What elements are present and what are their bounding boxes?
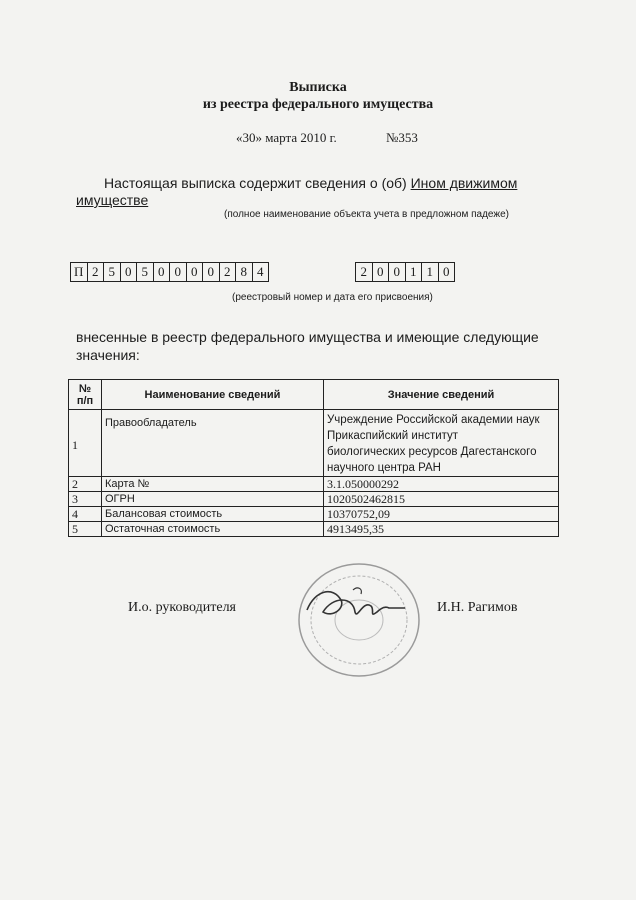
signer-position: И.о. руководителя bbox=[128, 600, 237, 615]
row-number: 1 bbox=[69, 410, 102, 477]
registry-number-cell: 2 bbox=[87, 262, 105, 282]
row-name: Правообладатель bbox=[102, 410, 324, 477]
row-name: Карта № bbox=[102, 477, 324, 492]
entered-line1: внесенные в реестр федерального имущества и имеющие следующие bbox=[76, 329, 539, 345]
row-value-line: Учреждение Российской академии наук bbox=[327, 414, 540, 426]
row-value-line: 3.1.050000292 bbox=[327, 477, 399, 491]
registry-table bbox=[68, 379, 559, 537]
registry-number-cell: 0 bbox=[120, 262, 138, 282]
signer-name: И.Н. Рагимов bbox=[437, 600, 518, 615]
document-title: Выписка bbox=[289, 80, 347, 95]
row-value bbox=[324, 507, 559, 522]
registry-number-cell: 2 bbox=[219, 262, 237, 282]
row-name: Балансовая стоимость bbox=[102, 507, 324, 522]
registry-date-cell: 0 bbox=[388, 262, 406, 282]
document-subtitle: из реестра федерального имущества bbox=[202, 97, 434, 112]
row-number: 2 bbox=[69, 477, 102, 492]
registry-number-cell: 8 bbox=[235, 262, 253, 282]
row-value-line: 4913495,35 bbox=[327, 522, 384, 536]
row-value-line: 10370752,09 bbox=[327, 507, 390, 521]
row-value bbox=[324, 492, 559, 507]
registry-number-cell: 4 bbox=[252, 262, 270, 282]
header-num-line2: п/п bbox=[76, 394, 94, 407]
object-name-line1: Ином движимом bbox=[410, 175, 518, 191]
document-date: «30» марта 2010 г. bbox=[236, 130, 337, 145]
row-value-line: биологических ресурсов Дагестанского bbox=[327, 446, 537, 458]
registry-number-cell: 0 bbox=[186, 262, 204, 282]
registry-date-cell: 0 bbox=[372, 262, 390, 282]
table-header-row bbox=[69, 380, 559, 410]
row-value bbox=[324, 477, 559, 492]
table-row bbox=[69, 410, 559, 477]
registry-number-cell: 0 bbox=[202, 262, 220, 282]
registry-number-cells bbox=[70, 262, 269, 282]
intro-text-line1: Настоящая выписка содержит сведения о (об) bbox=[104, 175, 407, 191]
registry-number-cell: 0 bbox=[169, 262, 187, 282]
header-num-line1: № bbox=[78, 382, 92, 395]
header-num bbox=[69, 380, 102, 410]
document-number: №353 bbox=[386, 130, 418, 145]
registry-date-cell: 0 bbox=[438, 262, 456, 282]
table-body bbox=[69, 410, 559, 537]
registry-date-cells bbox=[355, 262, 455, 282]
registry-number-cell: П bbox=[70, 262, 88, 282]
row-value-line: научного центра РАН bbox=[327, 462, 441, 474]
row-value bbox=[324, 410, 559, 477]
row-number: 4 bbox=[69, 507, 102, 522]
intro-text bbox=[104, 175, 517, 191]
row-value bbox=[324, 522, 559, 537]
table-row bbox=[69, 492, 559, 507]
row-number: 3 bbox=[69, 492, 102, 507]
row-value-line: Прикаспийский институт bbox=[327, 430, 459, 442]
registry-number-cell: 5 bbox=[103, 262, 121, 282]
table-row bbox=[69, 507, 559, 522]
row-name: Остаточная стоимость bbox=[102, 522, 324, 537]
row-name: ОГРН bbox=[102, 492, 324, 507]
object-hint: (полное наименование объекта учета в предложном падеже) bbox=[224, 209, 509, 220]
official-seal bbox=[293, 560, 425, 682]
object-name-line2: имуществе bbox=[76, 192, 149, 208]
row-value-line: 1020502462815 bbox=[327, 492, 405, 506]
registry-hint: (реестровый номер и дата его присвоения) bbox=[232, 292, 433, 303]
header-name: Наименование сведений bbox=[102, 380, 324, 410]
seal-graphic bbox=[293, 560, 425, 682]
header-value: Значение сведений bbox=[324, 380, 559, 410]
registry-date-cell: 1 bbox=[421, 262, 439, 282]
entered-line2: значения: bbox=[76, 347, 140, 363]
registry-date-cell: 2 bbox=[355, 262, 373, 282]
table-row bbox=[69, 477, 559, 492]
table-row bbox=[69, 522, 559, 537]
registry-number-cell: 5 bbox=[136, 262, 154, 282]
registry-date-cell: 1 bbox=[405, 262, 423, 282]
row-number: 5 bbox=[69, 522, 102, 537]
registry-number-cell: 0 bbox=[153, 262, 171, 282]
